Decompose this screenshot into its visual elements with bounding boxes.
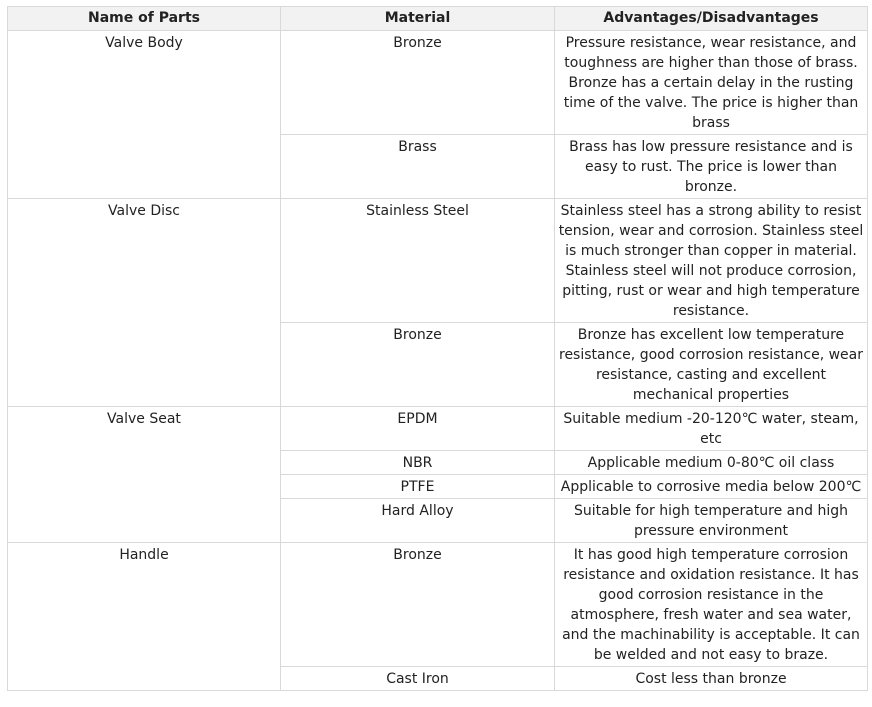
table-row	[8, 543, 868, 667]
material-cell: Hard Alloy	[281, 499, 555, 543]
header-name-of-parts: Name of Parts	[8, 7, 281, 31]
material-cell: NBR	[281, 451, 555, 475]
material-cell: Bronze	[281, 543, 555, 667]
part-name-cell: Handle	[8, 543, 281, 691]
advantages-cell: It has good high temperature corrosion resistance and oxidation resistance. It has good corrosion resistance in the atmosphere, fresh water and sea water, and the machinability is acceptable. It can be welded and not easy to braze.	[555, 543, 868, 667]
advantages-cell: Suitable for high temperature and high pressure environment	[555, 499, 868, 543]
advantages-cell: Applicable medium 0-80℃ oil class	[555, 451, 868, 475]
advantages-cell: Bronze has excellent low temperature resistance, good corrosion resistance, wear resistance, casting and excellent mechanical properties	[555, 323, 868, 407]
header-advantages-disadvantages: Advantages/Disadvantages	[555, 7, 868, 31]
advantages-cell: Brass has low pressure resistance and is easy to rust. The price is lower than bronze.	[555, 135, 868, 199]
material-cell: EPDM	[281, 407, 555, 451]
part-name-cell: Valve Disc	[8, 199, 281, 407]
advantages-cell: Suitable medium -20-120℃ water, steam, etc	[555, 407, 868, 451]
table-row	[8, 407, 868, 451]
advantages-cell: Pressure resistance, wear resistance, and toughness are higher than those of brass. Bronze has a certain delay in the rusting time of the valve. The price is higher than brass	[555, 31, 868, 135]
advantages-cell: Applicable to corrosive media below 200℃	[555, 475, 868, 499]
material-cell: Bronze	[281, 31, 555, 135]
material-cell: PTFE	[281, 475, 555, 499]
part-name-cell: Valve Body	[8, 31, 281, 199]
material-cell: Brass	[281, 135, 555, 199]
material-cell: Bronze	[281, 323, 555, 407]
material-cell: Cast Iron	[281, 667, 555, 691]
parts-materials-table	[7, 6, 868, 691]
material-cell: Stainless Steel	[281, 199, 555, 323]
table-row	[8, 31, 868, 135]
header-row	[8, 7, 868, 31]
advantages-cell: Cost less than bronze	[555, 667, 868, 691]
header-material: Material	[281, 7, 555, 31]
part-name-cell: Valve Seat	[8, 407, 281, 543]
table-row	[8, 199, 868, 323]
advantages-cell: Stainless steel has a strong ability to resist tension, wear and corrosion. Stainless steel is much stronger than copper in material. Stainless steel will not produce corrosion, pitting, rust or wear and high temperature resistance.	[555, 199, 868, 323]
